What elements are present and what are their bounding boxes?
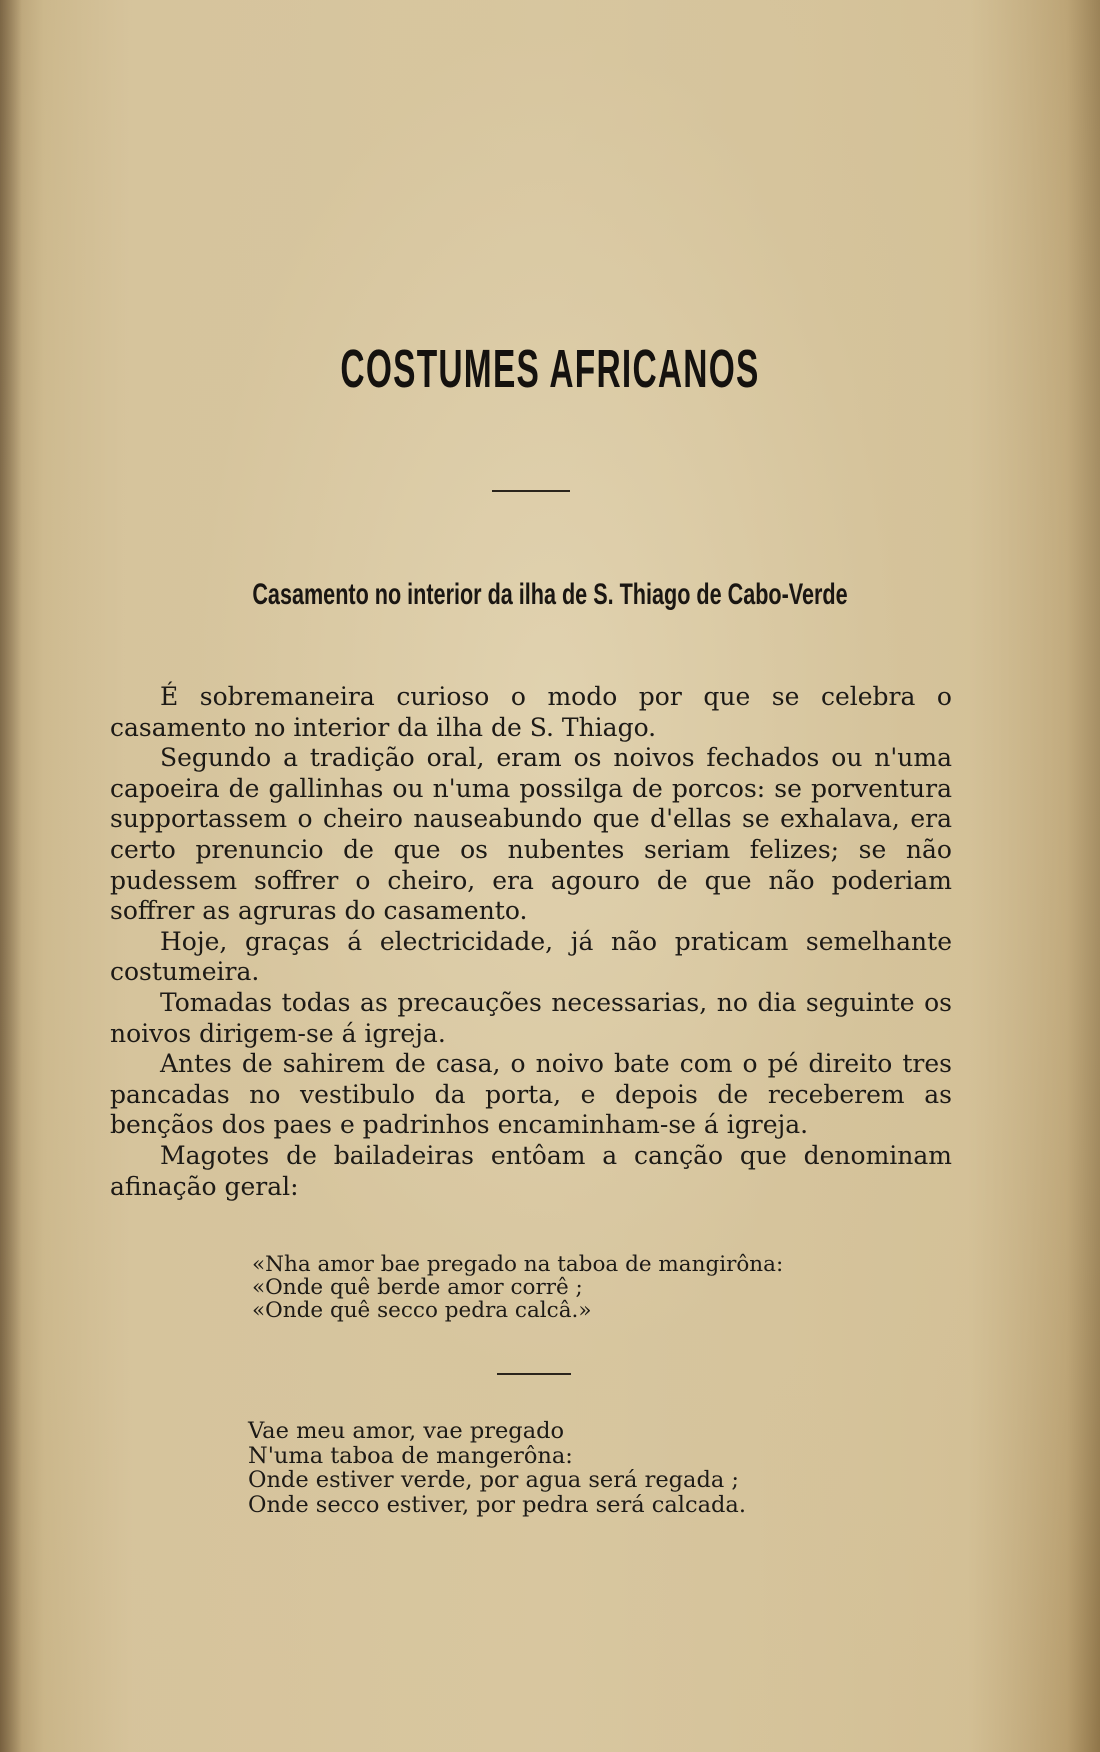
verse-line: «Onde quê berde amor corrê ; [252,1275,583,1300]
verse-line: N'uma taboa de mangerôna: [248,1442,573,1469]
paragraph: Segundo a tradição oral, eram os noivos fechados ou n'uma capoeira de gallinhas ou n'uma possilga de porcos: se porventura supportassem o cheiro nauseabundo que d'ellas se exhalava, era certo prenuncio de que os nubentes seriam felizes; se não pudessem soffrer o cheiro, era agouro de que não poderiam soffrer as agruras do casamento. [110,743,952,926]
paragraph: Antes de sahirem de casa, o noivo bate com o pé direito tres pancadas no vestibulo da porta, e depois de receberem as bençãos dos paes e padrinhos encaminham-se á igreja. [110,1049,952,1140]
page-title: COSTUMES AFRICANOS [340,339,760,399]
verse-line: «Onde quê secco pedra calcâ.» [252,1298,592,1323]
verse-original [252,1253,872,1322]
verse-line: Onde estiver verde, por agua será regada ; [248,1467,740,1493]
paragraph: Tomadas todas as precauções necessarias, no dia seguinte os noivos dirigem-se á igreja. [110,987,952,1048]
verse-line: Vae meu amor, vae pregado [248,1418,565,1444]
paragraph: É sobremaneira curioso o modo por que se celebra o casamento no interior da ilha de S. Thiago. [110,682,952,742]
verse-translation [248,1419,948,1517]
verse-line: Onde secco estiver, por pedra será calcada. [248,1491,746,1518]
article-body [110,682,952,1202]
paragraph: Magotes de bailadeiras entôam a canção que denominam afinação geral: [110,1140,952,1201]
title-divider [492,490,570,492]
paragraph: Hoje, graças á electricidade, já não praticam semelhante costumeira. [110,926,952,987]
article-subtitle: Casamento no interior da ilha de S. Thiago de Cabo-Verde [252,578,848,611]
spine-shadow [0,0,22,1752]
verse-line: «Nha amor bae pregado na taboa de mangirôna: [252,1252,784,1277]
verse-divider [497,1373,571,1375]
